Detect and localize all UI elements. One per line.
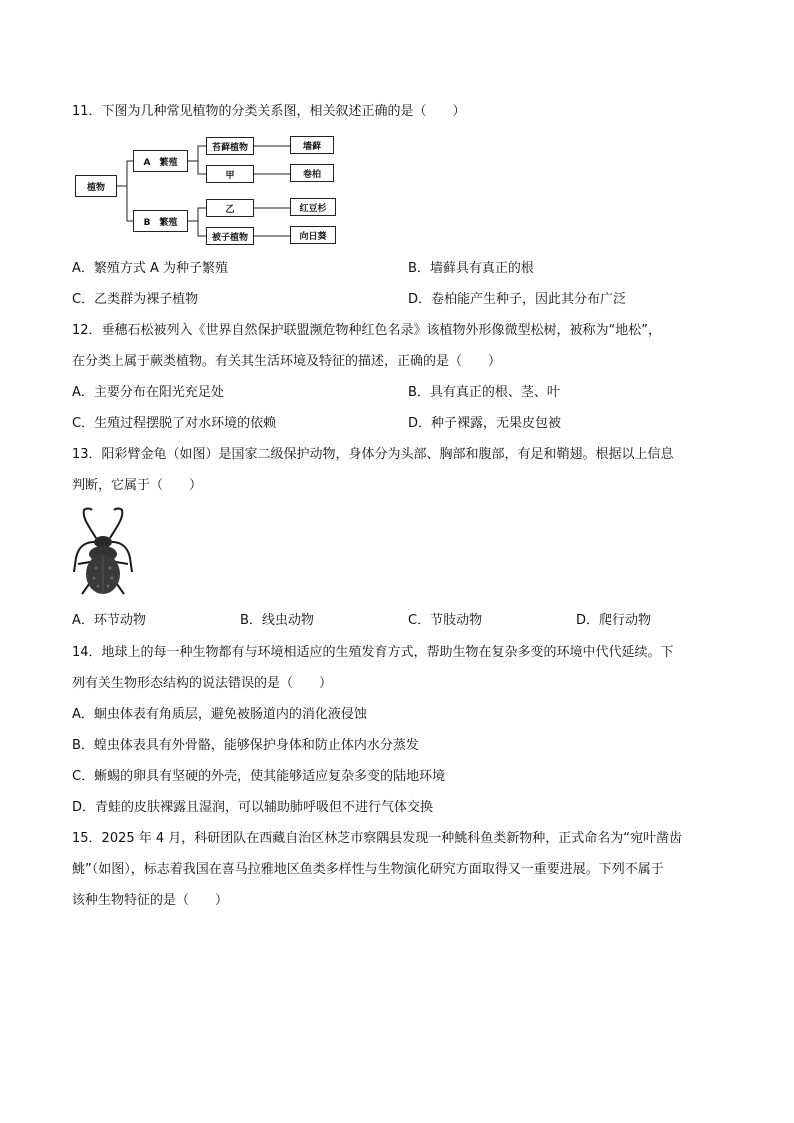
q13-option-d: D．爬行动物 — [576, 613, 652, 628]
diagram-node-sunflower: 向日葵 — [290, 226, 336, 244]
beetle-image — [70, 506, 136, 606]
q13-option-b: B．线虫动物 — [240, 613, 314, 628]
classification-diagram-connectors — [0, 0, 794, 260]
q11-option-c: C．乙类群为裸子植物 — [72, 292, 199, 307]
diagram-node-jia: 甲 — [206, 165, 254, 183]
q12-option-c: C．生殖过程摆脱了对水环境的依赖 — [72, 416, 277, 431]
q15-stem-line3: 该种生物特征的是（ ） — [72, 893, 229, 908]
q13-stem-line2: 判断，它属于（ ） — [72, 478, 203, 493]
q11-option-d: D．卷柏能产生种子，因此其分布广泛 — [408, 292, 627, 307]
q14-option-a: A．蛔虫体表有角质层，避免被肠道内的消化液侵蚀 — [72, 707, 367, 722]
q12-stem-line1: 12．垂穗石松被列入《世界自然保护联盟濒危物种红色名录》该植物外形像微型松树，被称为“地松”， — [72, 323, 662, 338]
q13-stem-line1: 13．阳彩臂金龟（如图）是国家二级保护动物，身体分为头部、胸部和腹部，有足和鞘翅。根据以上信息 — [72, 447, 674, 462]
diagram-node-moss: 墙藓 — [290, 136, 334, 154]
q14-stem-line2: 列有关生物形态结构的说法错误的是（ ） — [72, 676, 333, 691]
diagram-node-juanbai: 卷柏 — [290, 164, 334, 182]
q14-option-c: C．蜥蜴的卵具有坚硬的外壳，使其能够适应复杂多变的陆地环境 — [72, 769, 446, 784]
q11-stem: 11．下图为几种常见植物的分类关系图，相关叙述正确的是（ ） — [72, 104, 466, 119]
diagram-node-plant: 植物 — [75, 175, 117, 197]
diagram-node-hongdoushan: 红豆杉 — [290, 198, 336, 216]
q14-stem-line1: 14．地球上的每一种生物都有与环境相适应的生殖发育方式，帮助生物在复杂多变的环境中代代延续。下 — [72, 645, 674, 660]
q12-stem-line2: 在分类上属于蕨类植物。有关其生活环境及特征的描述，正确的是（ ） — [72, 354, 502, 369]
q13-option-a: A．环节动物 — [72, 613, 146, 628]
diagram-node-seed-group: 被子植物 — [206, 227, 254, 245]
q11-option-a: A．繁殖方式 A 为种子繁殖 — [72, 261, 229, 276]
q12-option-b: B．具有真正的根、茎、叶 — [408, 385, 560, 400]
q12-option-a: A．主要分布在阳光充足处 — [72, 385, 224, 400]
q12-option-d: D．种子裸露，无果皮包被 — [408, 416, 562, 431]
diagram-node-b: B 繁殖 — [133, 210, 188, 232]
q15-stem-line1: 15．2025 年 4 月，科研团队在西藏自治区林芝市察隅县发现一种鮡科鱼类新物种，正式命名为“宛叶凿齿 — [72, 831, 683, 846]
diagram-node-moss-group: 苔藓植物 — [206, 137, 254, 155]
q13-option-c: C．节肢动物 — [408, 613, 483, 628]
diagram-node-a: A 繁殖 — [133, 150, 188, 172]
q14-option-d: D．青蛙的皮肤裸露且湿润，可以辅助肺呼吸但不进行气体交换 — [72, 800, 434, 815]
q15-stem-line2: 鮡”（如图），标志着我国在喜马拉雅地区鱼类多样性与生物演化研究方面取得又一重要进展。下列不属于 — [72, 862, 664, 877]
q11-option-b: B．墙藓具有真正的根 — [408, 261, 534, 276]
q14-option-b: B．蝗虫体表具有外骨骼，能够保护身体和防止体内水分蒸发 — [72, 738, 419, 753]
diagram-node-yi: 乙 — [206, 199, 254, 217]
